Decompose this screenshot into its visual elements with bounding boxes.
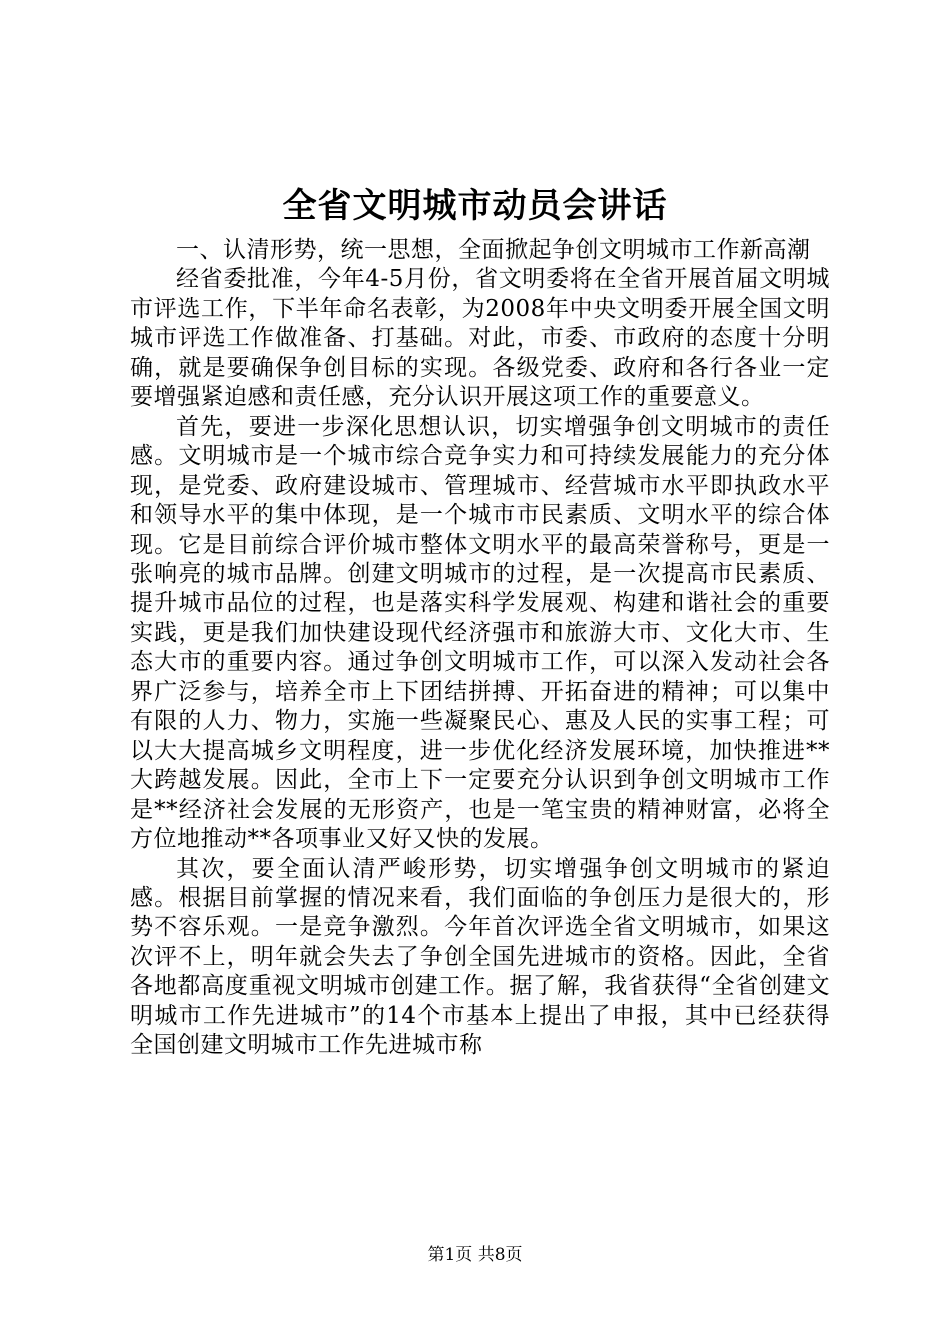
body-paragraph: 首先，要进一步深化思想认识，切实增强争创文明城市的责任感。文明城市是一个城市综合竞争实力和可持续发展能力的充分体现，是党委、政府建设城市、管理城市、经营城市水平即执政水平和领导水平的集中体现，是一个城市市民素质、文明水平的综合体现。它是目前综合评价城市整体文明水平的最高荣誉称号，更是一张响亮的城市品牌。创建文明城市的过程，是一次提高市民素质、提升城市品位的过程，也是落实科学发展观、构建和谐社会的重要实践，更是我们加快建设现代经济强市和旅游大市、文化大市、生态大市的重要内容。通过争创文明城市工作，可以深入发动社会各界广泛参与，培养全市上下团结拼搏、开拓奋进的精神；可以集中有限的人力、物力，实施一些凝聚民心、惠及人民的实事工程；可以大大提高城乡文明程度，进一步优化经济发展环境，加快推进**大跨越发展。因此，全市上下一定要充分认识到争创文明城市工作是**经济社会发展的无形资产，也是一笔宝贵的精神财富，必将全方位地推动**各项事业又好又快的发展。 <box>130 413 830 853</box>
document-title: 全省文明城市动员会讲话 <box>282 186 668 226</box>
body-paragraph: 经省委批准，今年4-5月份，省文明委将在全省开展首届文明城市评选工作，下半年命名表彰，为2008年中央文明委开展全国文明城市评选工作做准备、打基础。对此，市委、市政府的态度十分明确，就是要确保争创目标的实现。各级党委、政府和各行各业一定要增强紧迫感和责任感，充分认识开展这项工作的重要意义。 <box>130 266 830 411</box>
page-footer: 第1页 共8页 <box>427 1245 523 1265</box>
document-body <box>130 236 830 1061</box>
section-heading: 一、认清形势，统一思想，全面掀起争创文明城市工作新高潮 <box>176 237 811 263</box>
body-paragraph: 其次，要全面认清严峻形势，切实增强争创文明城市的紧迫感。根据目前掌握的情况来看，我们面临的争创压力是很大的，形势不容乐观。一是竞争激烈。今年首次评选全省文明城市，如果这次评不上，明年就会失去了争创全国先进城市的资格。因此，全省各地都高度重视文明城市创建工作。据了解，我省获得“全省创建文明城市工作先进城市”的14个市基本上提出了申报，其中已经获得全国创建文明城市工作先进城市称 <box>130 855 830 1059</box>
